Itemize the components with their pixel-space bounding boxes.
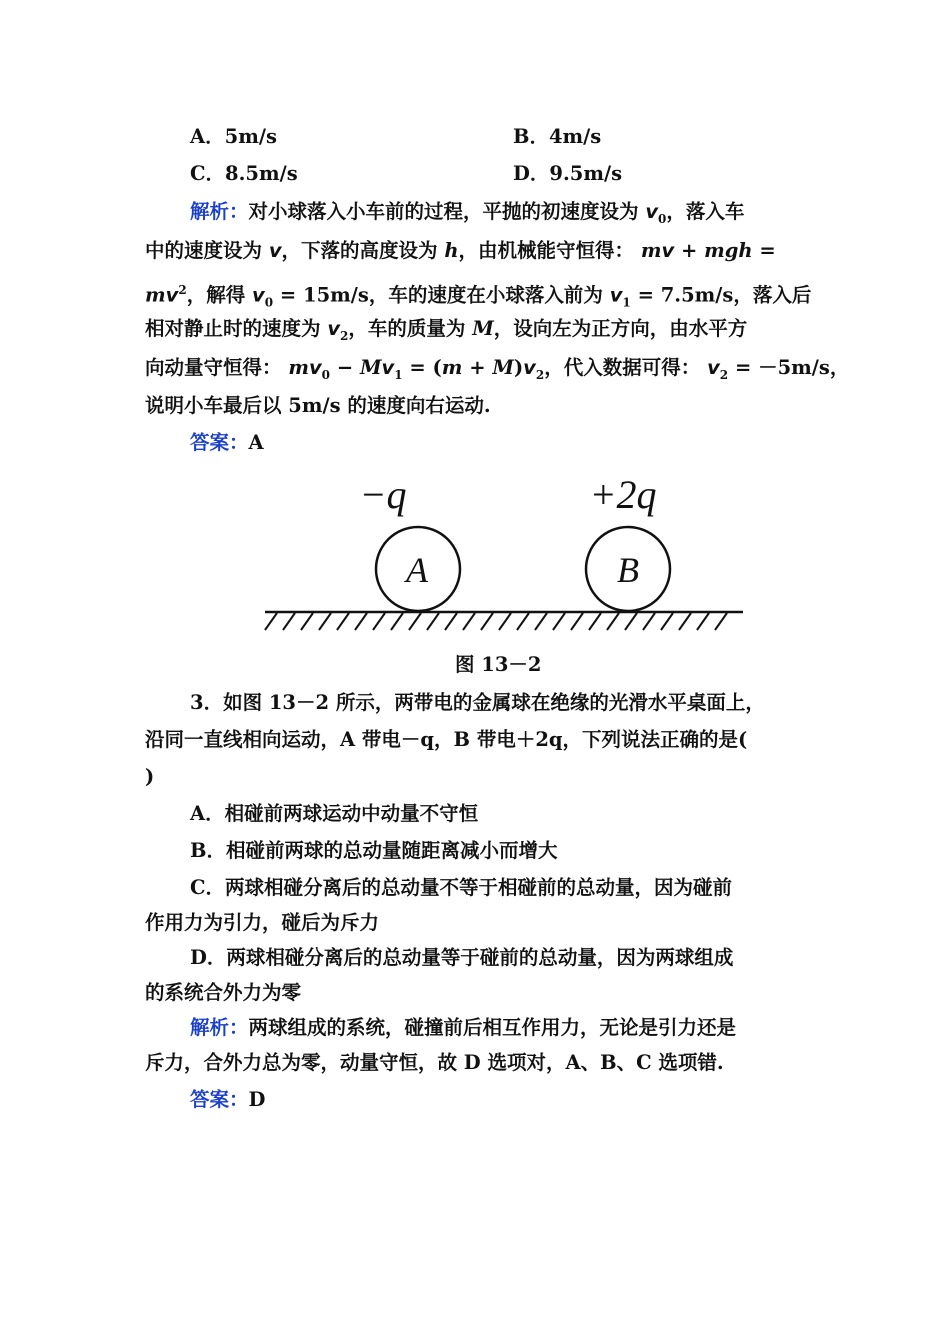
- figure-caption: 图 13－2: [455, 653, 542, 676]
- q3-stem-2: 沿同一直线相向运动，A 带电－q，B 带电＋2q，下列说法正确的是(: [145, 728, 748, 751]
- option-d: D．9.5m/s: [513, 162, 623, 185]
- q3-option-d-2: 的系统合外力为零: [145, 981, 302, 1004]
- q3-option-b: B．相碰前两球的总动量随距离减小而增大: [190, 839, 558, 862]
- solution-line-3: $mv^2$，解得 $v_0 = 15m/s$，车的速度在小球落入前为 $v_1 = 7.5m/s$，落入后: [145, 283, 812, 310]
- q3-solution-2: 斥力，合外力总为零，动量守恒，故 D 选项对，A、B、C 选项错.: [145, 1051, 724, 1074]
- solution-line-1: 解析：对小球落入小车前的过程，平抛的初速度设为 $v_0$，落入车: [190, 200, 745, 226]
- q3-option-c-2: 作用力为引力，碰后为斥力: [145, 911, 380, 934]
- solution-label: 解析：: [190, 200, 249, 223]
- q3-answer-line: [190, 1085, 265, 1115]
- answer-line-prev: [190, 428, 264, 458]
- solution-line-2: 中的速度设为 v，下落的高度设为 h，由机械能守恒得： mv + mgh =: [145, 239, 776, 262]
- q3-stem-1: 3．如图 13－2 所示，两带电的金属球在绝缘的光滑水平桌面上，: [190, 691, 765, 714]
- q3-option-c-1: C．两球相碰分离后的总动量不等于相碰前的总动量，因为碰前: [190, 876, 733, 899]
- q3-stem-3: ): [145, 765, 155, 788]
- ball-b-label: B: [617, 550, 639, 590]
- solution-line-4: 相对静止时的速度为 $v_2$，车的质量为 M，设向左为正方向，由水平方: [145, 317, 748, 343]
- option-b: B．4m/s: [513, 125, 602, 148]
- ball-a-label: A: [406, 550, 428, 590]
- solution-line-5: 向动量守恒得： $mv_0 - Mv_1 = (m + M)v_2$，代入数据可得： $v_2 = -5m/s$，: [145, 356, 850, 382]
- option-c: C．8.5m/s: [190, 162, 298, 185]
- ground-hatching: [265, 613, 727, 630]
- q3-answer-value: D: [248, 1088, 266, 1111]
- q3-answer-label: 答案：: [190, 1088, 249, 1111]
- q3-option-d-1: D．两球相碰分离后的总动量等于碰前的总动量，因为两球组成: [190, 946, 734, 969]
- q3-solution-1: 解析：两球组成的系统，碰撞前后相互作用力，无论是引力还是: [190, 1016, 737, 1039]
- charge-a-label: −q: [359, 472, 407, 517]
- solution-line-6: 说明小车最后以 5m/s 的速度向右运动.: [145, 394, 491, 417]
- charge-b-label: +2q: [589, 472, 657, 517]
- option-a: A．5m/s: [190, 125, 277, 148]
- figure-13-2: [255, 470, 755, 640]
- q3-option-a: A．相碰前两球运动中动量不守恒: [190, 802, 479, 825]
- answer-value: A: [248, 431, 264, 454]
- answer-label: 答案：: [190, 431, 249, 454]
- q3-solution-label: 解析：: [190, 1016, 249, 1039]
